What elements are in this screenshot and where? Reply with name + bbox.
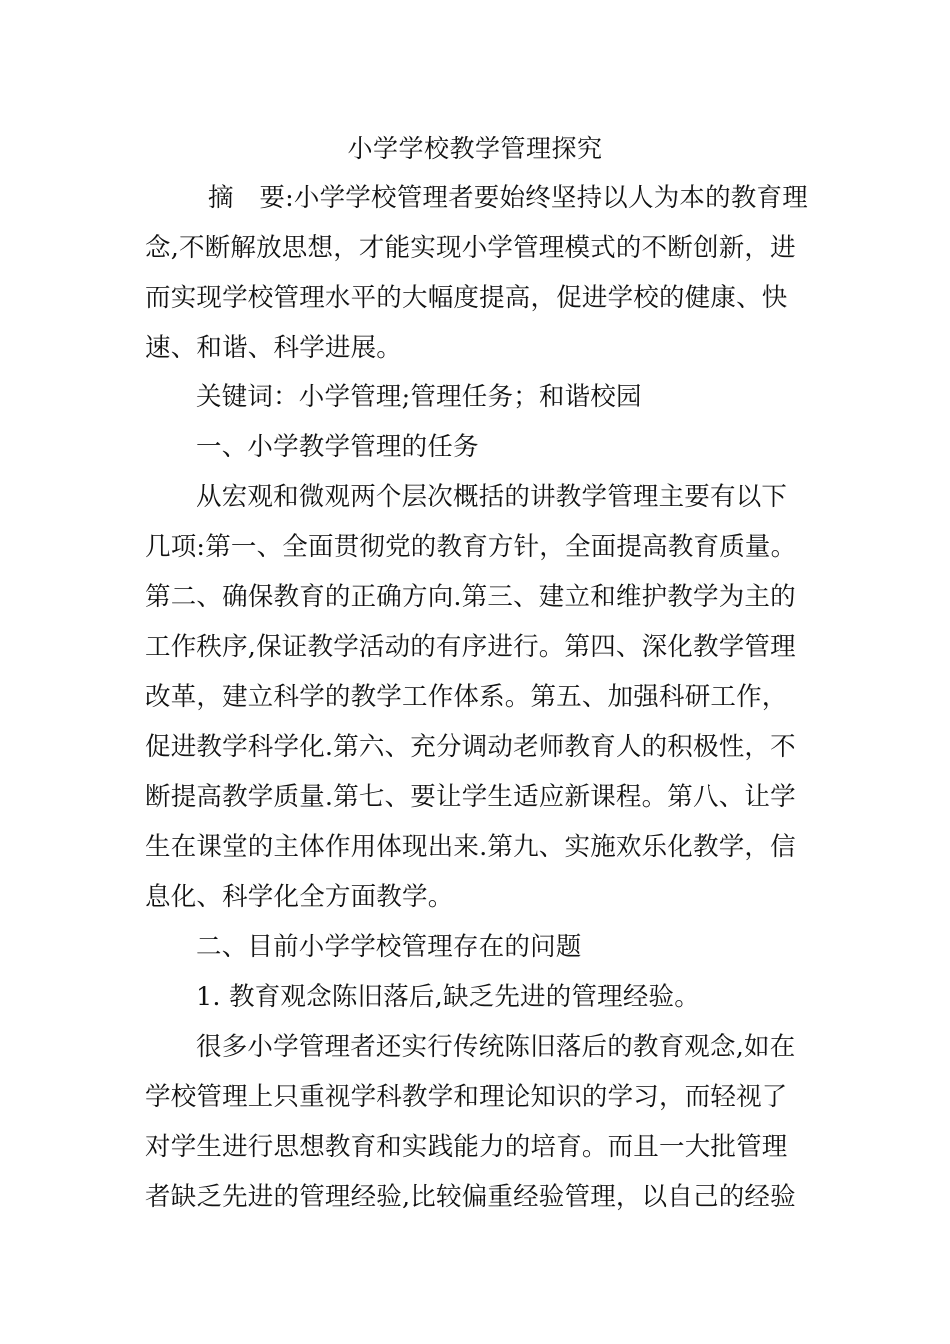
paragraph-line: 学校管理上只重视学科教学和理论知识的学习，而轻视了: [145, 1082, 788, 1112]
subsection-heading-1: 1. 教育观念陈旧落后,缺乏先进的管理经验。: [196, 982, 700, 1012]
paragraph-line: 者缺乏先进的管理经验,比较偏重经验管理，以自己的经验: [145, 1182, 796, 1212]
section-heading-1: 一、小学教学管理的任务: [196, 432, 479, 462]
paragraph-line: 生在课堂的主体作用体现出来.第九、实施欢乐化教学，信: [145, 832, 796, 862]
paragraph-line: 工作秩序,保证教学活动的有序进行。第四、深化教学管理: [145, 632, 796, 662]
paragraph-line: 断提高教学质量.第七、要让学生适应新课程。第八、让学: [145, 782, 796, 812]
paragraph-line: 第二、确保教育的正确方向.第三、建立和维护教学为主的: [145, 582, 796, 612]
paragraph-line: 促进教学科学化.第六、充分调动老师教育人的积极性，不: [145, 732, 796, 762]
section-heading-2: 二、目前小学学校管理存在的问题: [196, 932, 582, 962]
abstract-line-1: 摘 要:小学学校管理者要始终坚持以人为本的教育理: [208, 183, 808, 213]
paragraph-line: 很多小学管理者还实行传统陈旧落后的教育观念,如在: [196, 1032, 796, 1062]
abstract-line-2: 念,不断解放思想，才能实现小学管理模式的不断创新，进: [145, 233, 796, 263]
document-title: 小学学校教学管理探究: [347, 134, 603, 163]
paragraph-line: 从宏观和微观两个层次概括的讲教学管理主要有以下: [196, 482, 788, 512]
paragraph-line: 息化、科学化全方面教学。: [145, 882, 454, 912]
paragraph-line: 对学生进行思想教育和实践能力的培育。而且一大批管理: [145, 1132, 788, 1162]
abstract-line-4: 速、和谐、科学进展。: [145, 333, 403, 363]
keywords-line: 关键词：小学管理;管理任务；和谐校园: [196, 382, 642, 412]
paragraph-line: 改革，建立科学的教学工作体系。第五、加强科研工作，: [145, 682, 788, 712]
abstract-line-3: 而实现学校管理水平的大幅度提高，促进学校的健康、快: [145, 283, 788, 313]
paragraph-line: 几项:第一、全面贯彻党的教育方针，全面提高教育质量。: [145, 532, 797, 562]
